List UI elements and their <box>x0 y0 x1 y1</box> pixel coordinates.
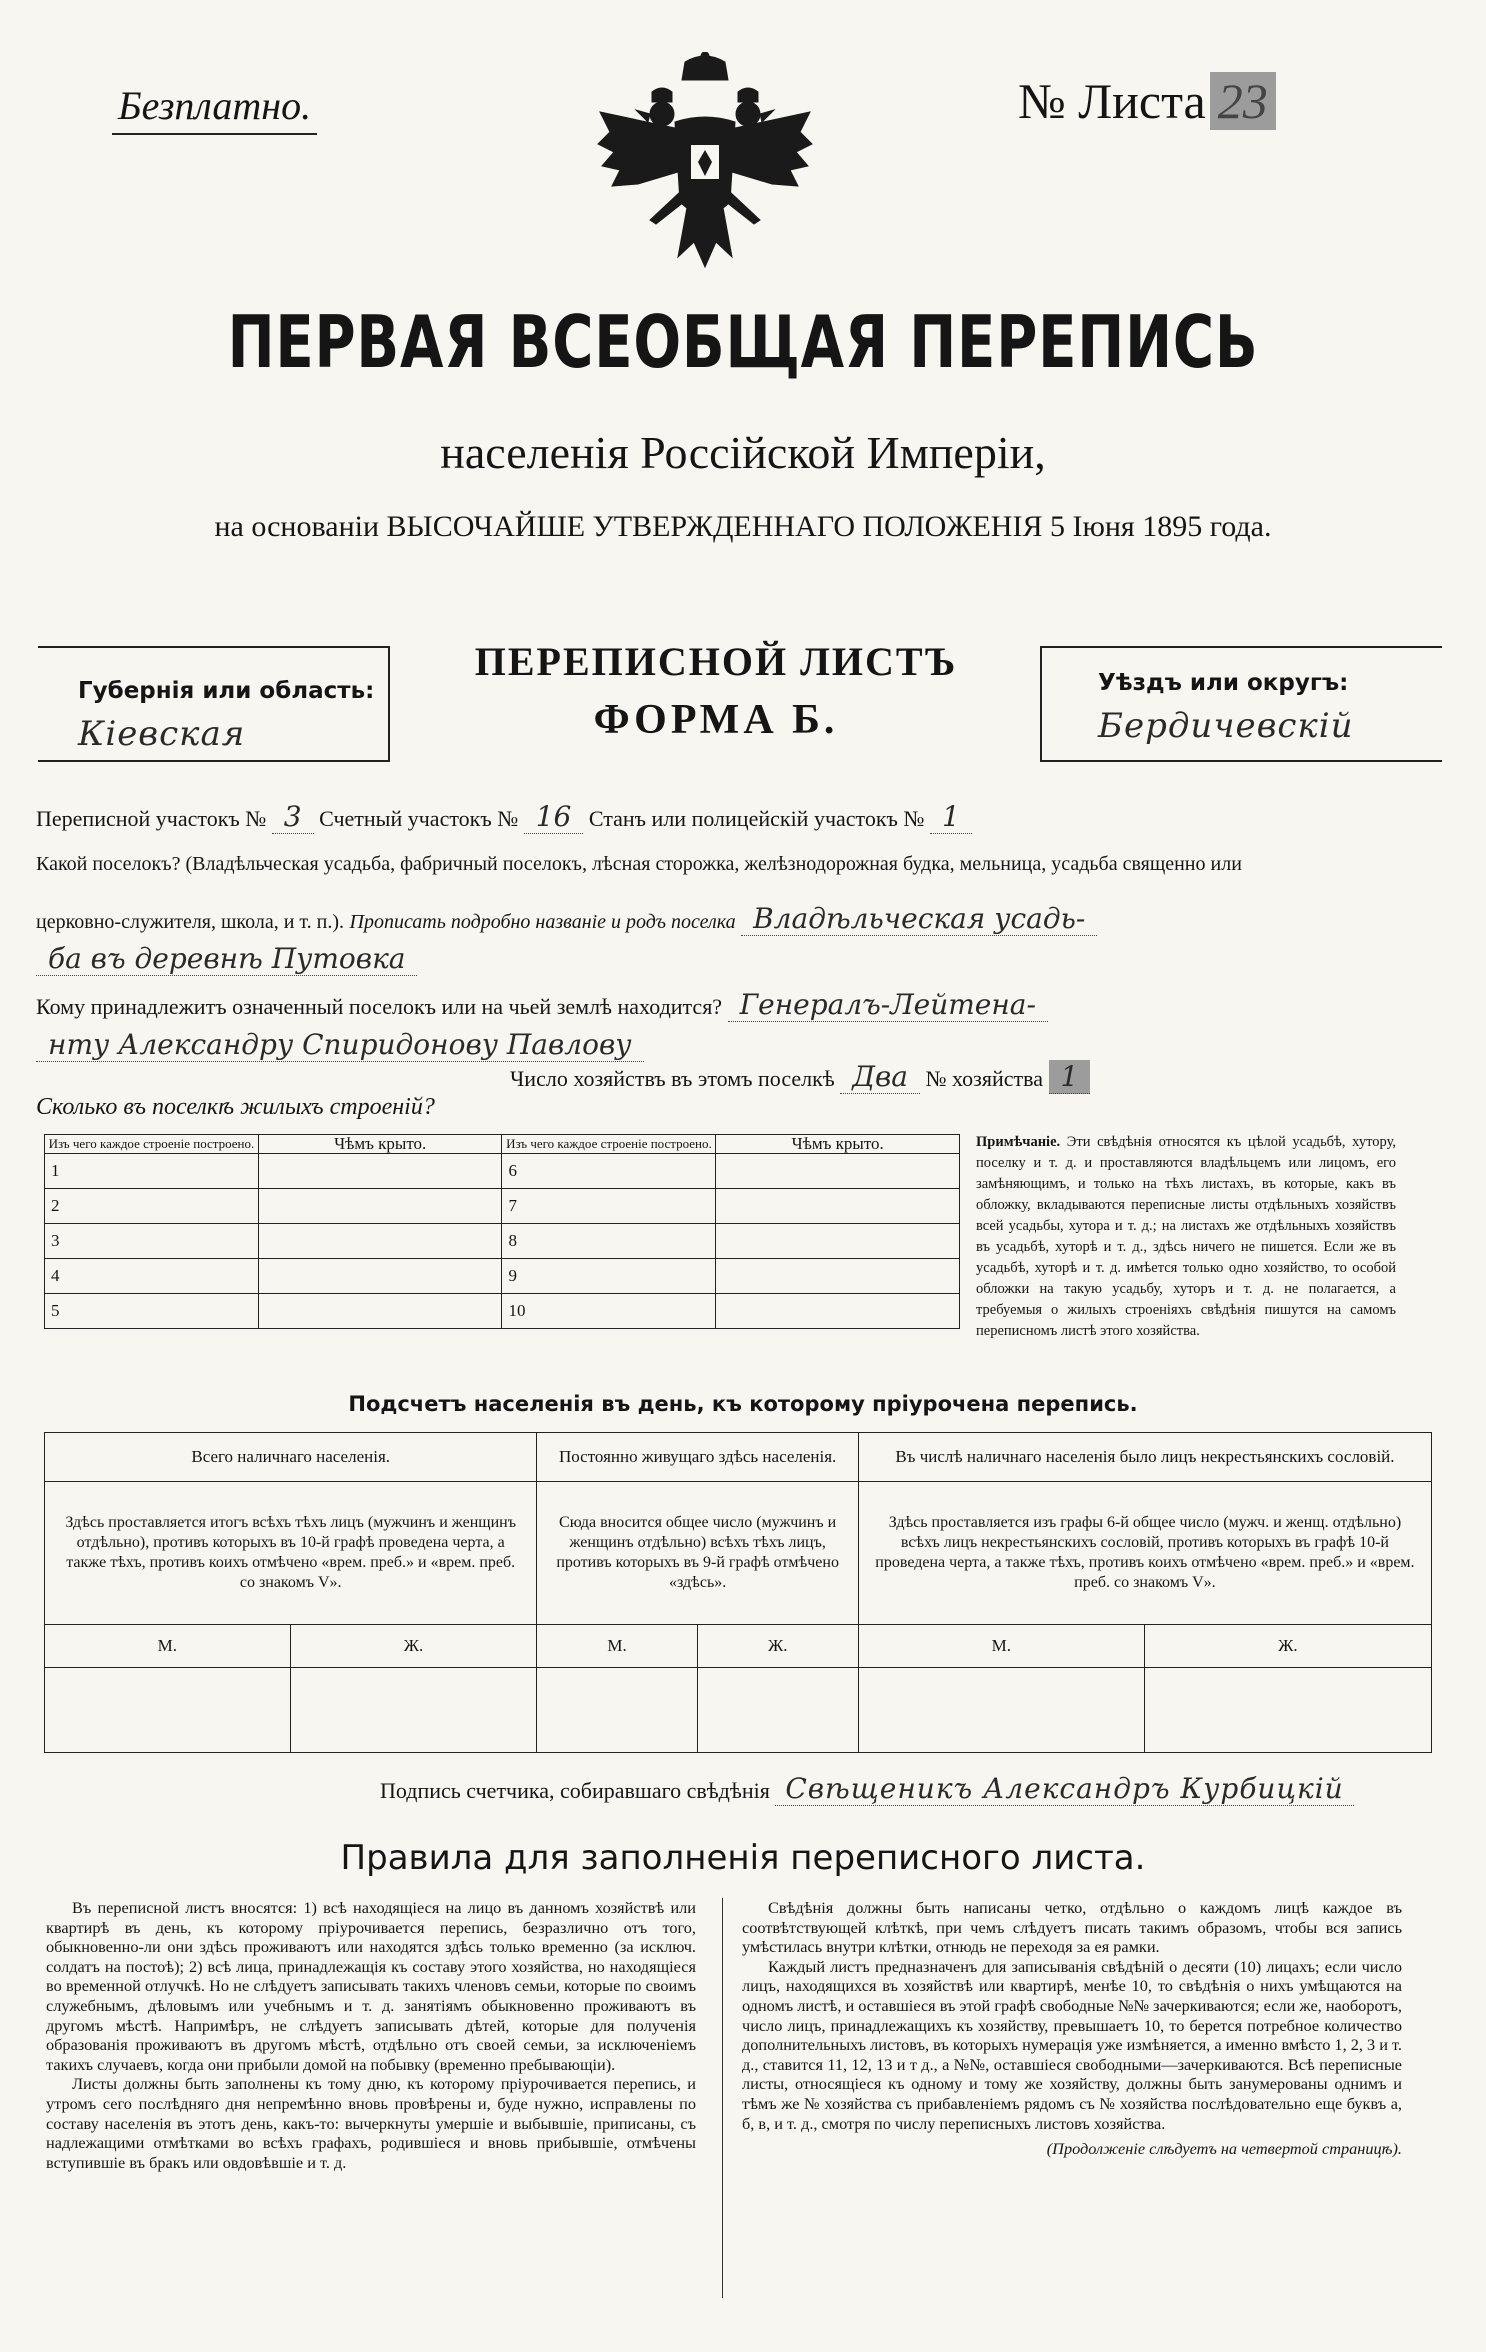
rules-paragraph: Каждый листъ предназначенъ для записыванія свѣдѣній о десяти (10) лицахъ; если число лицъ, находящихся въ хозяйствѣ или квартирѣ, менѣе 10, то свѣдѣнія о нихъ умѣщаются на одномъ листѣ, и оставшіеся въ этой графѣ свободные №№ зачеркиваются; если же, наоборотъ, число лицъ, принадлежащихъ къ хозяйству, превышаетъ 10, то берется потребное количество дополнительныхъ листовъ, въ которыхъ нумерація уже измѣняется, а именно вмѣсто 1, 2, 3 и т. д., ставится 11, 12, 13 и т д., а №№, оставшіеся свободными—зачеркиваются. Всѣ переписные листы, относящіеся къ одному и тому же хозяйству, должны быть занумерованы однимъ и тѣмъ же № хозяйства съ прибавленіемъ рядомъ съ № хозяйства послѣдовательно еще буквъ а, б, в, и т. д., смотря по числу переписныхъ листовъ хозяйства. <box>742 1956 1402 2133</box>
row-number: 9 <box>502 1259 716 1294</box>
population-permanent-head: Постоянно живущаго здѣсь населенія. <box>537 1433 858 1482</box>
male-column: М. <box>537 1625 697 1668</box>
form-name: ФОРМА Б. <box>593 697 839 743</box>
male-column: М. <box>858 1625 1144 1668</box>
sheet-number-label: № Листа <box>1018 73 1206 129</box>
row-number: 6 <box>502 1154 716 1189</box>
male-column: М. <box>45 1625 291 1668</box>
rules-paragraph: Свѣдѣнія должны быть написаны четко, отдѣльно о каждомъ лицѣ каждое въ соотвѣтствующей клѣткѣ, при чемъ слѣдуетъ писать такимъ образомъ, чтобы вся запись умѣстилась внутри клѣтки, отнюдь не переходя за ея рамки. <box>742 1898 1402 1957</box>
households-value: Два <box>840 1060 920 1094</box>
district-box <box>1040 646 1442 762</box>
row-number: 10 <box>502 1294 716 1329</box>
signature-line <box>380 1772 1354 1805</box>
household-number-label: № хозяйства <box>925 1066 1043 1091</box>
uezd-label: Уѣздъ или округъ: <box>1098 670 1349 696</box>
police-district-value: 1 <box>930 800 972 834</box>
settlement-question: Какой поселокъ? (Владѣльческая усадьба, фабричный поселокъ, лѣсная сторожка, желѣзнодорожная будка, мельница, усадьба священно или <box>36 853 1242 875</box>
owner-question: Кому принадлежитъ означенный поселокъ или на чьей землѣ находится? <box>36 994 723 1019</box>
buildings-col-material: Изъ чего каждое строеніе построено. <box>45 1135 259 1154</box>
rules-left-column <box>46 1898 696 2172</box>
owner-line <box>36 988 1048 1021</box>
province-value: Кіевская <box>78 714 246 754</box>
table-row <box>45 1668 1432 1753</box>
row-number: 3 <box>45 1224 259 1259</box>
table-row <box>45 1189 960 1224</box>
row-number: 5 <box>45 1294 259 1329</box>
row-number: 8 <box>502 1224 716 1259</box>
rules-continued: (Продолженіе слѣдуетъ на четвертой страницѣ). <box>1046 2139 1402 2159</box>
rules-paragraph: Листы должны быть заполнены къ тому дню, къ которому пріурочивается перепись, и утромъ сего послѣдняго дня непремѣнно вновь провѣрены и, буде нужно, исправлены по составу населенія въ этотъ день, какъ-то: вычеркнуты умершіе и выбывшіе, приписаны, съ надлежащими отмѣтками во всѣхъ графахъ, родившіеся и вновь прибывшіе, отмѣчены вступившіе въ бракъ или овдовѣвшіе и т. д. <box>46 2074 696 2172</box>
note-head: Примѣчаніе. <box>976 1134 1061 1150</box>
population-permanent-desc: Сюда вносится общее число (мужчинъ и женщинъ отдѣльно) всѣхъ тѣхъ лицъ, противъ которыхъ въ 9-й графѣ отмѣчено «здѣсь». <box>537 1482 858 1625</box>
table-row <box>45 1259 960 1294</box>
households-line <box>510 1060 1090 1093</box>
sheet-number-value: 23 <box>1210 72 1276 130</box>
province-label: Губернія или область: <box>78 678 375 704</box>
signature-label: Подпись счетчика, собиравшаго свѣдѣнія <box>380 1778 770 1803</box>
buildings-col-material-2: Изъ чего каждое строеніе построено. <box>502 1135 716 1154</box>
household-number-value: 1 <box>1049 1060 1091 1094</box>
buildings-col-roof-2: Чѣмъ крыто. <box>716 1135 960 1154</box>
province-box <box>38 646 390 762</box>
row-number: 7 <box>502 1189 716 1224</box>
census-district-label: Переписной участокъ № <box>36 806 267 831</box>
census-district-value: 3 <box>272 800 314 834</box>
settlement-hint: Прописать подробно названіе и родъ поселка <box>349 911 736 933</box>
households-label: Число хозяйствъ въ этомъ поселкѣ <box>510 1066 835 1091</box>
rules-right-column <box>742 1898 1402 2159</box>
settlement-line <box>36 902 1097 935</box>
table-row <box>45 1224 960 1259</box>
settlement-question-cont: церковно-служителя, школа, и т. п.). <box>36 911 344 933</box>
row-number: 4 <box>45 1259 259 1294</box>
double-headed-eagle-emblem <box>590 52 820 272</box>
population-total-desc: Здѣсь проставляется итогъ всѣхъ тѣхъ лицъ (мужчинъ и женщинъ отдѣльно), противъ которыхъ въ 10-й графѣ проведена черта, а также тѣхъ, противъ коихъ отмѣчено «врем. преб.» и «врем. преб. со знакомъ V». <box>45 1482 537 1625</box>
document-title: ПЕРВАЯ ВСЕОБЩАЯ ПЕРЕПИСЬ <box>227 300 1259 384</box>
buildings-col-roof: Чѣмъ крыто. <box>258 1135 502 1154</box>
settlement-value-2: ба въ деревнѣ Путовка <box>36 942 417 976</box>
signature-value: Свѣщеникъ Александръ Курбицкій <box>775 1772 1353 1806</box>
row-number: 2 <box>45 1189 259 1224</box>
owner-value-line <box>36 1028 644 1061</box>
buildings-question: Сколько въ поселкѣ жилыхъ строеній? <box>36 1094 435 1120</box>
count-district-label: Счетный участокъ № <box>319 806 519 831</box>
settlement-value-line <box>36 942 417 975</box>
population-nonpeasant-head: Въ числѣ наличнаго населенія было лицъ некрестьянскихъ сословій. <box>858 1433 1431 1482</box>
population-total-head: Всего наличнаго населенія. <box>45 1433 537 1482</box>
owner-value-2: нту Александру Спиридонову Павлову <box>36 1028 644 1062</box>
settlement-value-1: Владѣльческая усадь- <box>741 902 1097 936</box>
participant-line <box>36 800 972 833</box>
population-count-title: Подсчетъ населенія въ день, къ которому пріурочена перепись. <box>348 1392 1138 1416</box>
note-text <box>976 1132 1396 1342</box>
legal-basis-line: на основаніи ВЫСОЧАЙШЕ УТВЕРЖДЕННАГО ПОЛОЖЕНІЯ 5 Іюня 1895 года. <box>214 510 1272 543</box>
population-nonpeasant-desc: Здѣсь проставляется изъ графы 6-й общее число (мужч. и женщ. отдѣльно) всѣхъ лицъ некрестьянскихъ сословій, противъ которыхъ въ графѣ 10-й проведена черта, а также тѣхъ, противъ коихъ отмѣчено «врем. преб.» и «врем. преб. со знакомъ V». <box>858 1482 1431 1625</box>
buildings-table <box>44 1134 960 1329</box>
form-title: ПЕРЕПИСНОЙ ЛИСТЪ <box>474 639 958 684</box>
female-column: Ж. <box>697 1625 858 1668</box>
rules-paragraph: Въ переписной листъ вносятся: 1) всѣ находящіеся на лицо въ данномъ хозяйствѣ или квартирѣ въ день, къ которому пріурочивается перепись, безразлично отъ того, обыкновенно-ли они здѣсь проживаютъ или находятся здѣсь только временно (за исключ. солдатъ на постоѣ); 2) всѣ лица, принадлежащія къ составу этого хозяйства, но находящіеся во временной отлучкѣ. Но не слѣдуетъ записывать такихъ членовъ семьи, которые по своимъ служебнымъ, дѣловымъ или учебнымъ и т. д. занятіямъ обыкновенно проживаютъ въ другомъ мѣстѣ. Напримѣръ, не слѣдуетъ записывать дѣтей, которые для полученія образованія проживаютъ въ другомъ мѣстѣ, отдѣльно отъ своей семьи, за исключеніемъ такихъ случаевъ, когда они прибыли домой на побывку (временно пребывающіи). <box>46 1898 696 2074</box>
police-district-label: Станъ или полицейскій участокъ № <box>588 806 925 831</box>
rules-title: Правила для заполненія переписного листа. <box>340 1838 1146 1878</box>
female-column: Ж. <box>1144 1625 1431 1668</box>
table-row <box>45 1154 960 1189</box>
row-number: 1 <box>45 1154 259 1189</box>
sheet-number <box>1018 72 1276 130</box>
female-column: Ж. <box>290 1625 537 1668</box>
owner-value-1: Генералъ-Лейтена- <box>728 988 1048 1022</box>
uezd-value: Бердичевскій <box>1098 706 1354 746</box>
population-table <box>44 1432 1432 1753</box>
table-row <box>45 1294 960 1329</box>
free-of-charge-label: Безплатно. <box>112 82 317 135</box>
note-body: Эти свѣдѣнія относятся къ цѣлой усадьбѣ, хутору, поселку и т. д. и проставляются владѣльцемъ или лицомъ, его замѣняющимъ, и только на тѣхъ листахъ, въ которые, какъ въ обложку, вкладываются переписные листы отдѣльныхъ хозяйствъ всей усадьбы, хутора и т. д.; на листахъ же отдѣльныхъ хозяйствъ въ усадьбѣ, хуторѣ и т. д., здѣсь ничего не пишется. Если же въ усадьбѣ, хуторѣ и т. д. имѣется только одно хозяйство, то особой обложки на такую усадьбу, хуторъ и т. д. не полагается, а требуемыя о жилыхъ строеніяхъ свѣдѣнія пишутся на самомъ переписномъ листѣ этого хозяйства. <box>976 1134 1397 1339</box>
count-district-value: 16 <box>524 800 584 834</box>
column-divider <box>722 1898 723 2298</box>
document-subtitle: населенія Россійской Имперіи, <box>440 427 1046 478</box>
